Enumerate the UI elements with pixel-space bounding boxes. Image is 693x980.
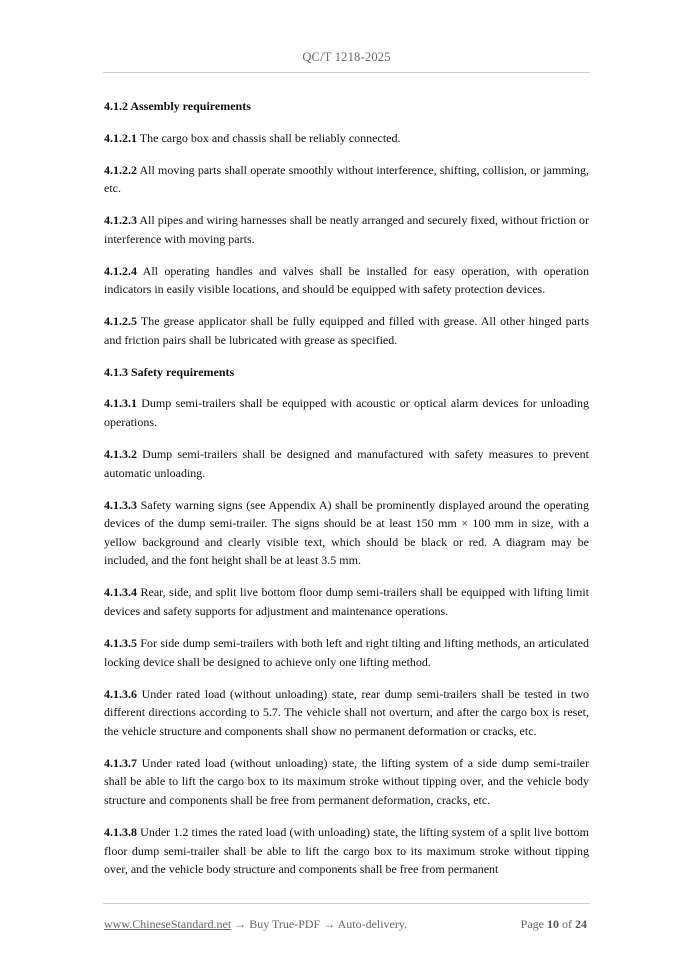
clause-paragraph [104,634,589,671]
header-divider [103,72,590,73]
clause-text: The cargo box and chassis shall be reliably connected. [137,130,401,145]
clause-number: 4.1.2.1 [104,130,137,145]
clause-number: 4.1.2.5 [104,314,137,329]
clause-text: Dump semi-trailers shall be designed and manufactured with safety measures to prevent automatic unloading. [104,447,589,480]
clause-number: 4.1.3.6 [104,686,137,701]
clause-number: 4.1.3.5 [104,635,137,650]
clause-paragraph [104,685,589,741]
clause-paragraph [104,129,589,148]
clause-text: All moving parts shall operate smoothly without interference, shifting, collision, or jamming, etc. [104,162,589,196]
clause-text: For side dump semi-trailers with both left and right tilting and lifting methods, an articulated locking device shall be designed to achieve only one lifting method. [104,635,589,669]
clause-paragraph [104,161,589,198]
clause-paragraph [104,823,589,879]
page-counter [521,917,587,932]
clause-paragraph [104,211,589,248]
promo-text: → Buy True-PDF → Auto-delivery. [231,917,408,931]
clause-text: Under rated load (without unloading) state, rear dump semi-trailers shall be tested in two different directions according to 5.7. The vehicle shall not overturn, and after the cargo box is reset, the vehicle structure and components shall show no permanent deformation or cracks, etc. [104,686,589,738]
clause-number: 4.1.2.2 [104,162,137,177]
clause-number: 4.1.3.2 [104,447,137,462]
footer-divider [103,903,590,904]
clause-paragraph [104,394,589,431]
clause-paragraph [104,445,589,482]
clause-paragraph [104,262,589,299]
clause-paragraph [104,583,589,620]
page-word: Page [520,917,544,931]
clause-text: Dump semi-trailers shall be equipped with acoustic or optical alarm devices for unloading operations. [104,396,589,430]
clause-number: 4.1.2.3 [104,213,137,228]
clause-number: 4.1.3.1 [104,396,137,411]
clause-paragraph [104,312,589,349]
clause-text: The grease applicator shall be fully equipped and filled with grease. All other hinged parts and friction pairs shall be lubricated with grease as specified. [104,314,589,347]
clause-number: 4.1.3.3 [104,497,137,512]
current-page-number: 10 [547,917,559,931]
section-heading: 4.1.3 Safety requirements [104,364,235,379]
clause-paragraph [104,754,589,810]
site-link[interactable]: www.ChineseStandard.net [104,917,232,931]
clause-number: 4.1.2.4 [104,263,137,278]
total-page-count: 24 [575,917,587,931]
clause-text: All operating handles and valves shall be installed for easy operation, with operation indicators in easily visible locations, and should be equipped with safety protection devices. [104,263,589,297]
clause-text: Safety warning signs (see Appendix A) shall be prominently displayed around the operating devices of the dump semi-trailer. The signs should be at least 150 mm × 100 mm in size, with a yellow background and clearly visible text, which should be black or red. A diagram may be included, and the font height shall be at least 3.5 mm. [104,497,589,568]
clause-text: All pipes and wiring harnesses shall be neatly arranged and securely fixed, without friction or interference with moving parts. [104,213,589,246]
page-header: QC/T 1218-2025 [302,50,391,64]
clause-text: Under rated load (without unloading) state, the lifting system of a side dump semi-trailer shall be able to lift the cargo box to its maximum stroke without tipping over, and the vehicle body structure and components shall be free from permanent deformation, cracks, etc. [104,755,589,807]
of-word: of [562,917,572,931]
clause-number: 4.1.3.8 [104,824,137,839]
document-body [104,97,589,892]
clause-number: 4.1.3.4 [104,585,137,600]
section-heading: 4.1.2 Assembly requirements [104,99,251,113]
clause-number: 4.1.3.7 [104,755,137,770]
clause-text: Under 1.2 times the rated load (with unloading) state, the lifting system of a split live bottom floor dump semi-trailer shall be able to lift the cargo box to its maximum stroke without tipping over, and the vehicle body structure and components shall be free from permanent [104,824,589,877]
clause-paragraph [104,496,589,570]
page-footer [104,917,589,932]
clause-text: Rear, side, and split live bottom floor dump semi-trailers shall be equipped with lifting limit devices and safety supports for adjustment and maintenance operations. [104,585,589,618]
